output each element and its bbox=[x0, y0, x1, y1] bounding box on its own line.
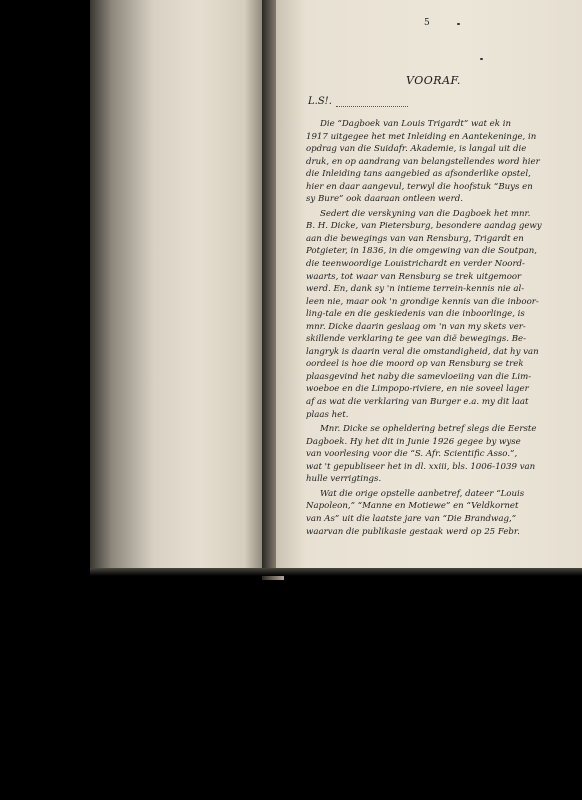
page-bottom-shadow bbox=[90, 568, 582, 576]
text-line: plaas het. bbox=[306, 409, 349, 420]
text-line: leen nie, maar ook 'n grondige kennis van die inboor- bbox=[306, 296, 539, 307]
text-line: van As” uit die laatste jare van “Die Brandwag,” bbox=[306, 513, 517, 524]
page-title: VOORAF. bbox=[406, 74, 461, 87]
text-line: Mnr. Dicke se opheldering betref slegs die Eerste bbox=[320, 424, 537, 435]
text-line: wat 't gepubliseer het in dl. xxiii, bls. 1006-1039 van bbox=[306, 461, 536, 472]
text-line: van voorlesing voor die “S. Afr. Scientific Asso.”, bbox=[306, 449, 518, 460]
text-line: die Inleiding tans aangebied as afsonderlike opstel, bbox=[306, 169, 531, 180]
paragraph bbox=[306, 118, 568, 206]
text-line: skillende verklaring te gee van dië bewegings. Be- bbox=[306, 334, 527, 345]
text-line: langryk is daarin veral die omstandigheid, dat hy van bbox=[306, 346, 539, 357]
text-line: die teenwoordige Louistrichardt en verder Noord- bbox=[306, 259, 525, 270]
left-page-blank bbox=[90, 0, 272, 572]
text-line: waarts, tot waar van Rensburg se trek uitgemoor bbox=[306, 271, 522, 282]
text-line: oordeel is hoe die moord op van Rensburg se trek bbox=[306, 359, 524, 370]
text-line: mnr. Dicke daarin geslaag om 'n van my skets ver- bbox=[306, 321, 526, 332]
text-line: B. H. Dicke, van Pietersburg, besondere aandag gewy bbox=[306, 221, 542, 232]
text-line: Sedert die verskyning van die Dagboek het mnr. bbox=[320, 208, 531, 219]
text-line: hulle verrigtings. bbox=[306, 474, 382, 485]
paragraph bbox=[306, 488, 568, 538]
text-line: werd. En, dank sy 'n intieme terrein-kennis nie al- bbox=[306, 284, 525, 295]
text-line: Potgieter, in 1836, in die omgewing van die Soutpan, bbox=[306, 246, 538, 257]
text-line: sy Bure” ook daaraan ontleen werd. bbox=[306, 194, 463, 205]
right-page bbox=[276, 0, 582, 572]
text-line: 1917 uitgegee het met Inleiding en Aantekeninge, in bbox=[306, 131, 537, 142]
text-line: plaasgevind het naby die samevloeiing van die Lim- bbox=[306, 371, 532, 382]
salutation: L.S!. bbox=[308, 96, 332, 107]
text-line: af as wat die verklaring van Burger e.a. my dit laat bbox=[306, 397, 529, 408]
text-line: ling-tale en die geskiedenis van die inboorlinge, is bbox=[306, 309, 525, 320]
text-line: Die “Dagboek van Louis Trigardt” wat ek in bbox=[320, 119, 511, 129]
ink-speck bbox=[480, 58, 483, 60]
text-line: Napoleon,” “Manne en Motiewe” en “Veldkornet bbox=[306, 501, 519, 512]
paragraph bbox=[306, 423, 568, 486]
text-line: opdrag van die Suidafr. Akademie, is langal uit die bbox=[306, 144, 527, 155]
page-number: 5 bbox=[424, 18, 430, 28]
text-line: Dagboek. Hy het dit in Junie 1926 gegee by wyse bbox=[306, 436, 521, 447]
body-text bbox=[306, 118, 568, 540]
dotted-rule bbox=[336, 106, 408, 107]
text-line: hier en daar aangevul, terwyl die hoofstuk “Buys en bbox=[306, 181, 533, 192]
text-line: aan die bewegings van van Rensburg, Trigardt en bbox=[306, 233, 524, 244]
text-line: waarvan die publikasie gestaak werd op 25 Febr. bbox=[306, 526, 520, 537]
text-line: druk, en op aandrang van belangstellendes word hier bbox=[306, 156, 540, 167]
text-line: Wat die orige opstelle aanbetref, dateer “Louis bbox=[320, 488, 525, 499]
text-line: woeboe en die Limpopo-riviere, en nie soveel lager bbox=[306, 384, 529, 395]
ink-speck bbox=[457, 23, 460, 25]
paragraph bbox=[306, 208, 568, 421]
